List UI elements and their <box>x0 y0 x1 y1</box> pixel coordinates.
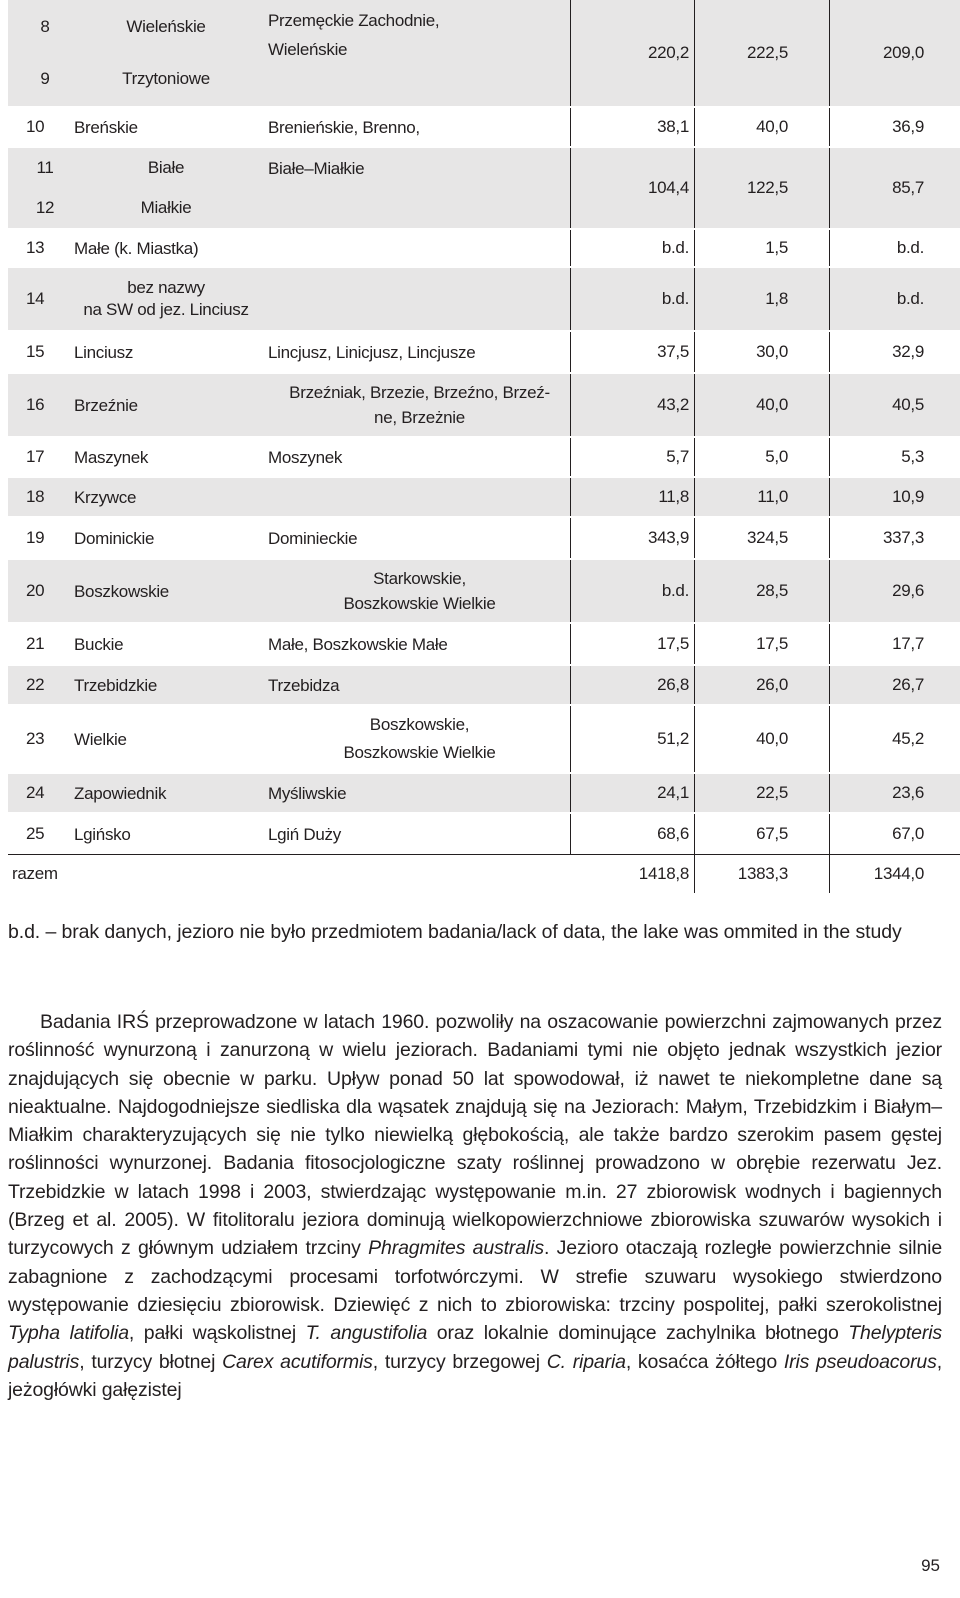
alt-name: Moszynek <box>258 438 571 476</box>
species-name: T. angustifolia <box>305 1322 428 1345</box>
total-value: 1418,8 <box>571 855 695 893</box>
value-cell: 17,5 <box>571 624 695 664</box>
lake-name: na SW od jez. Linciusz <box>83 300 249 319</box>
value-cell: 40,0 <box>695 706 830 772</box>
table-footnote: b.d. – brak danych, jezioro nie było przedmiotem badania/lack of data, the lake was ommited in the study <box>8 921 902 943</box>
value-cell: 11,8 <box>571 478 695 516</box>
lake-name: bez nazwy <box>127 278 205 297</box>
value-cell: b.d. <box>571 230 695 266</box>
species-name: Iris pseudoacorus <box>783 1350 937 1373</box>
lake-number: 12 <box>35 198 55 217</box>
alt-name: Brenieńskie, Brenno, <box>258 108 571 146</box>
table-row <box>8 330 960 372</box>
alt-name: Dominieckie <box>258 518 571 558</box>
lake-name: Boszkowskie <box>74 581 169 601</box>
lake-number: 18 <box>26 487 45 506</box>
lake-number: 24 <box>26 783 45 802</box>
value-cell: 51,2 <box>571 706 695 772</box>
total-label: razem <box>12 864 58 883</box>
value-cell: 32,9 <box>892 342 924 361</box>
table-row <box>8 146 960 228</box>
value-cell: 28,5 <box>695 560 830 622</box>
table-row <box>8 106 960 146</box>
lake-name: Miałkie <box>140 198 192 217</box>
lake-number: 20 <box>26 581 45 600</box>
alt-name: Wieleńskie <box>268 40 348 59</box>
text-run: Badania IRŚ przeprowadzone w latach 1960. pozwoliły na oszacowanie powierzchni zajmowanych przez roślinność wynurzoną i zanurzoną w wielu jeziorach. Badaniami tymi nie objęto jednak wszystkich jezior znajdujących się obecnie w parku. Upływ ponad 50 lat spowodował, iż nawet te niekompletne dane są nieaktualne. Najdogodniejsze siedliska dla wąsatek znajdują się na Jeziorach: Małym, Trzebidzkim i Białym–Miałkim charakteryzujących się nie tylko niewielką głębokością, ale także bardzo szerokim pasem gęstej roślinności wynurzonej. Badania fitosocjologiczne szaty roślinnej prowadzono w obrębie rezerwatu Jez. Trzebidzkie w latach 1998 i 2003, stwierdzając występowanie m.in. 27 zbiorowisk wodnych i bagiennych (Brzeg et al. 2005). W fitolitoralu jeziora dominują wielkopowierzchniowe zbiorowiska szuwarów wysokich i turzycowych z głównym udziałem trzciny <box>8 1011 942 1260</box>
alt-name: ne, Brzeżnie <box>374 408 465 427</box>
lake-name: Lgińsko <box>74 824 131 844</box>
table-row <box>8 558 960 622</box>
value-cell: 40,0 <box>695 108 830 146</box>
lake-number: 14 <box>26 289 45 308</box>
total-row <box>8 854 960 893</box>
value-cell: 29,6 <box>892 581 924 600</box>
value-cell: 122,5 <box>695 148 830 228</box>
table-row <box>8 516 960 558</box>
text-run: , turzycy błotnej <box>79 1350 223 1373</box>
value-cell: 1,8 <box>695 268 830 330</box>
value-cell: 10,9 <box>892 487 924 506</box>
value-cell: 26,0 <box>695 666 830 704</box>
value-cell: 38,1 <box>571 108 695 146</box>
value-cell: 30,0 <box>695 332 830 372</box>
lake-name: Brzeźnie <box>74 395 138 415</box>
value-cell: 40,0 <box>695 374 830 436</box>
species-name: Thelypteris palustris <box>8 1322 942 1373</box>
lake-name: Breńskie <box>74 117 138 137</box>
body-paragraph <box>8 1008 942 1404</box>
table-row <box>8 266 960 330</box>
value-cell: 67,0 <box>892 824 924 843</box>
lake-name: Trzebidzkie <box>74 675 157 695</box>
table-row <box>8 476 960 516</box>
value-cell: 5,7 <box>571 438 695 476</box>
value-cell: 45,2 <box>892 729 924 748</box>
total-value: 1344,0 <box>873 864 924 883</box>
text-run: , jeżogłówki gałęzistej <box>8 1350 943 1401</box>
alt-name: Lgiń Duży <box>258 814 571 854</box>
value-cell: 17,7 <box>892 634 924 653</box>
table-row <box>8 704 960 772</box>
lake-number: 16 <box>26 395 45 414</box>
lake-name: Małe (k. Miastka) <box>74 238 199 258</box>
alt-name: Białe–Miałkie <box>268 159 365 178</box>
lake-area-table <box>8 0 960 893</box>
value-cell: 209,0 <box>882 43 924 62</box>
value-cell: 37,5 <box>571 332 695 372</box>
alt-name: Boszkowskie Wielkie <box>343 743 496 762</box>
lake-number: 22 <box>26 675 45 694</box>
alt-name: Lincjusz, Linicjusz, Lincjusze <box>258 332 571 372</box>
lake-name: Trzytoniowe <box>122 69 210 88</box>
value-cell: 343,9 <box>571 518 695 558</box>
lake-name: Wielkie <box>74 729 127 749</box>
lake-number: 23 <box>26 729 45 748</box>
lake-number: 17 <box>26 447 45 466</box>
lake-name: Wieleńskie <box>126 17 206 36</box>
table-row <box>8 436 960 476</box>
page-number: 95 <box>921 1556 940 1575</box>
alt-name: Przemęckie Zachodnie, <box>268 11 440 30</box>
table-row <box>8 622 960 664</box>
lake-number: 9 <box>40 69 50 88</box>
text-run: , turzycy brzegowej <box>372 1350 547 1373</box>
lake-number: 10 <box>26 117 45 136</box>
total-value: 1383,3 <box>695 855 830 893</box>
value-cell: b.d. <box>571 560 695 622</box>
value-cell: 5,3 <box>901 447 924 466</box>
value-cell: b.d. <box>571 268 695 330</box>
lake-number: 25 <box>26 824 45 843</box>
alt-name: Trzebidza <box>258 666 571 704</box>
value-cell: 5,0 <box>695 438 830 476</box>
species-name: Typha latifolia <box>8 1322 129 1345</box>
value-cell: 11,0 <box>695 478 830 516</box>
alt-name: Małe, Boszkowskie Małe <box>258 624 571 664</box>
value-cell: 23,6 <box>892 783 924 802</box>
table-row <box>8 664 960 704</box>
lake-number: 11 <box>36 158 54 177</box>
table-row <box>8 772 960 812</box>
value-cell: 337,3 <box>882 528 924 547</box>
table-row <box>8 228 960 266</box>
lake-name: Zapowiednik <box>74 783 167 803</box>
alt-name: Brzeźniak, Brzezie, Brzeźno, Brzeź- <box>289 383 550 402</box>
value-cell: 26,7 <box>892 675 924 694</box>
value-cell: 24,1 <box>571 774 695 812</box>
value-cell: 85,7 <box>892 178 924 197</box>
value-cell: 43,2 <box>571 374 695 436</box>
lake-number: 15 <box>26 342 45 361</box>
species-name: Phragmites australis <box>368 1237 544 1260</box>
lake-number: 21 <box>26 634 45 653</box>
lake-name: Maszynek <box>74 447 149 467</box>
lake-name: Krzywce <box>74 487 137 507</box>
value-cell: 104,4 <box>571 148 695 228</box>
text-run: , kosaćca żółtego <box>625 1350 784 1373</box>
table-row <box>8 0 960 106</box>
value-cell: 1,5 <box>695 230 830 266</box>
species-name: Carex acutiformis <box>222 1350 373 1373</box>
lake-number: 13 <box>26 238 45 257</box>
text-run: , pałki wąskolistnej <box>128 1322 306 1345</box>
lake-number: 8 <box>40 17 50 36</box>
value-cell: 324,5 <box>695 518 830 558</box>
value-cell: 26,8 <box>571 666 695 704</box>
lake-name: Dominickie <box>74 528 155 548</box>
value-cell: 222,5 <box>695 0 830 106</box>
value-cell: b.d. <box>896 289 924 308</box>
value-cell: 68,6 <box>571 814 695 854</box>
alt-name: Starkowskie, <box>373 569 466 588</box>
value-cell: 36,9 <box>892 117 924 136</box>
value-cell: 22,5 <box>695 774 830 812</box>
value-cell: 220,2 <box>571 0 695 106</box>
lake-number: 19 <box>26 528 45 547</box>
value-cell: 67,5 <box>695 814 830 854</box>
value-cell: 40,5 <box>892 395 924 414</box>
text-run: . Jezioro otaczają rozległe powierzchnie silnie zabagnione z zachodzącymi procesami torfotwórczymi. W strefie szuwaru wysokiego stwierdzono występowanie dziesięciu zbiorowisk. Dziewięć z nich to zbiorowiska: trzciny pospolitej, pałki szerokolistnej <box>8 1237 943 1316</box>
text-run: oraz lokalnie dominujące zachylnika błotnego <box>427 1322 849 1345</box>
lake-name: Buckie <box>74 634 124 654</box>
table-row <box>8 372 960 436</box>
species-name: C. riparia <box>546 1350 626 1373</box>
alt-name: Myśliwskie <box>258 774 571 812</box>
alt-name: Boszkowskie Wielkie <box>343 594 496 613</box>
table-row <box>8 812 960 854</box>
value-cell: 17,5 <box>695 624 830 664</box>
alt-name: Boszkowskie, <box>369 715 470 734</box>
lake-name: Białe <box>147 158 185 177</box>
value-cell: b.d. <box>896 238 924 257</box>
lake-name: Linciusz <box>74 342 134 362</box>
